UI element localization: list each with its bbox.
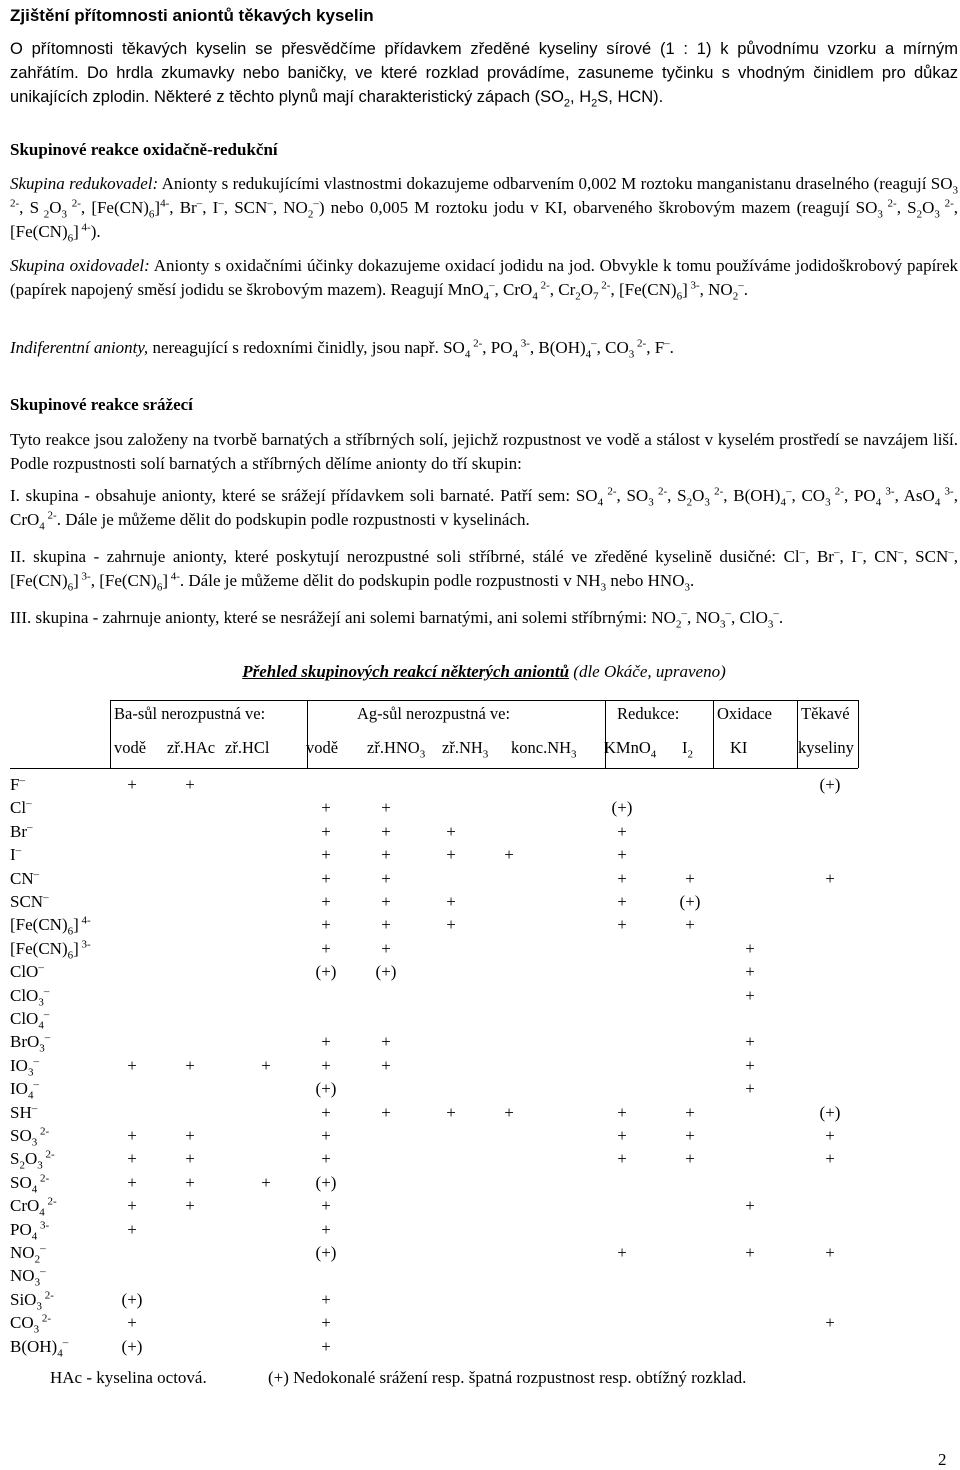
table-row-anion: I– (10, 844, 22, 864)
paragraph-group-3: III. skupina - zahrnuje anionty, které se nesrážejí ani solemi barnatými, ani solemi stříbrnými: $NO_2^-$, $NO_3^-$, ClO$_3$–. (10, 607, 784, 631)
table-row-anion: $IO_4^-$ (10, 1078, 39, 1102)
table-cell: + (617, 915, 627, 934)
table-cell: + (185, 1126, 195, 1145)
table-cell: + (745, 939, 755, 958)
table-cell: + (185, 1149, 195, 1168)
table-row-anion: $NO_2^-$ (10, 1242, 46, 1266)
paragraph-group-2: II. skupina - zahrnuje anionty, které poskytují nerozpustné soli stříbrné, stálé ve zředěné kyselině dusičné: Cl–, Br–, I–, CN–, SCN–, $[Fe(CN)_6]$ $^{3-}$, $[Fe(CN)_6]$ $^{4-}$. Dále je můžeme dělit do podskupin podle rozpustnosti v $NH_3$ nebo $HNO_3$. (10, 546, 958, 594)
section-heading-volatile-acids: Zjištění přítomnosti aniontů těkavých kyselin (10, 6, 374, 25)
table-row-anion: SiO$_3$ $^{2-}$ (10, 1289, 54, 1313)
table-cell: + (446, 845, 456, 864)
table-sub-header: zř.HCl (225, 738, 270, 757)
table-cell: (+) (375, 962, 397, 981)
table-group-header: Ba-sůl nerozpustná ve: (114, 704, 266, 723)
table-row-anion: CN– (10, 868, 40, 888)
label-oxidizing-agents: Skupina oxidovadel: (10, 256, 150, 275)
table-sub-header: kyseliny (798, 738, 854, 757)
table-header-rule (10, 768, 858, 769)
table-cell: + (127, 1173, 137, 1192)
table-cell: + (617, 869, 627, 888)
table-cell: + (321, 1196, 331, 1215)
section-heading-redox: Skupinové reakce oxidačně-redukční (10, 140, 278, 159)
paragraph-reducing-agents: Skupina redukovadel: Anionty s redukujícími vlastnostmi dokazujeme odbarvením 0,002 M roztoku manganistanu draselného (reagují $SO_3$ $^{2-}$, S $_2O_3$ $^{2-}$, $[Fe(CN)_6]^{4-}$, Br–, I–, SCN–, $NO_2^-$) nebo 0,005 M roztoku jodu v KI, obarveného škrobovým mazem (reagují $SO_3$ $^{2-}$, $S_2O_3$ $^{2-}$, $[Fe(CN)_6]$ $^{4-}$). (10, 174, 959, 245)
table-title (10, 662, 958, 682)
section-heading-precipitation: Skupinové reakce srážecí (10, 395, 193, 414)
paragraph-oxidizing-agents: Skupina oxidovadel: Anionty s oxidačními účinky dokazujeme oxidací jodidu na jod. Obvykle k tomu používáme jodidoškrobový papírek (papírek napojený směsí jodidu se škrobovým mazem). Reagují MnO$_4$–, CrO$_4$ $^{2-}$, $Cr_2O_7$ $^{2-}$, $[Fe(CN)_6]$ $^{3-}$, $NO_2^-$. (10, 256, 958, 303)
table-cell: + (261, 1056, 271, 1075)
table-row-anion: ClO$_4$– (10, 1008, 50, 1032)
table-cell: (+) (611, 798, 633, 817)
table-cell: + (825, 1149, 835, 1168)
table-cell: + (321, 1290, 331, 1309)
table-row-anion: SH– (10, 1102, 38, 1122)
table-cell: + (127, 1220, 137, 1239)
table-row-anion: ClO$_3$– (10, 985, 50, 1009)
table-sub-header: vodě (306, 738, 339, 757)
table-cell: + (446, 1103, 456, 1122)
table-cell: + (321, 915, 331, 934)
table-sub-header: $konc.NH_3$ (511, 738, 577, 761)
table-cell: + (127, 1313, 137, 1332)
label-reducing-agents: Skupina redukovadel: (10, 174, 159, 193)
table-cell: + (321, 869, 331, 888)
paragraph-volatile-acids: O přítomnosti těkavých kyselin se přesvědčíme přídavkem zředěné kyseliny sírové (1 : 1) k původnímu vzorku a mírným zahřátím. Do hrdla zkumavky nebo baničky, ve které rozklad provádíme, zasuneme tyčinku s vhodným činidlem pro důkaz unikajících zplodin. Některé z těchto plynů mají charakteristický zápach ($SO_2$, $H_2S$, HCN). (10, 40, 958, 110)
table-row-anion: $S_2O_3$ $^{2-}$ (10, 1148, 55, 1172)
table-top-rule (110, 700, 858, 701)
table-row-anion: Br– (10, 821, 33, 841)
table-cell: + (745, 1079, 755, 1098)
table-cell: + (321, 939, 331, 958)
table-cell: + (127, 1056, 137, 1075)
table-group-header: Oxidace (717, 704, 772, 723)
table-cell: + (185, 1196, 195, 1215)
table-cell: + (321, 798, 331, 817)
table-row-anion: $[Fe(CN)_6]$ $^{3-}$ (10, 938, 91, 962)
footnote-hac: HAc - kyselina octová. (50, 1368, 207, 1387)
table-cell: (+) (315, 1173, 337, 1192)
table-cell: + (446, 822, 456, 841)
table-cell: + (446, 915, 456, 934)
table-cell: + (825, 1313, 835, 1332)
table-cell: + (321, 1313, 331, 1332)
table-cell: (+) (315, 962, 337, 981)
table-cell: + (321, 1056, 331, 1075)
table-column-rule (713, 700, 714, 768)
table-cell: + (685, 1103, 695, 1122)
table-cell: + (127, 1196, 137, 1215)
table-cell: + (381, 869, 391, 888)
table-cell: (+) (315, 1243, 337, 1262)
table-row-anion: Cl– (10, 797, 32, 817)
table-sub-header: zř.HAc (167, 738, 216, 757)
table-title-rest: (dle Okáče, upraveno) (569, 662, 726, 681)
table-group-header: Těkavé (801, 704, 850, 723)
table-cell: + (617, 892, 627, 911)
table-sub-header: vodě (114, 738, 147, 757)
table-cell: (+) (819, 775, 841, 794)
table-sub-header: KI (730, 738, 748, 757)
table-cell: + (617, 1243, 627, 1262)
table-column-rule (110, 700, 111, 768)
table-cell: + (685, 1126, 695, 1145)
table-cell: + (617, 845, 627, 864)
table-cell: + (617, 1149, 627, 1168)
table-cell: + (685, 869, 695, 888)
table-sub-header: $I_2$ (682, 738, 693, 761)
table-row-anion: CrO$_4$ $^{2-}$ (10, 1195, 57, 1219)
table-column-rule (858, 700, 859, 768)
table-row-anion: $CO_3$ $^{2-}$ (10, 1312, 52, 1336)
table-cell: + (745, 1196, 755, 1215)
table-cell: + (381, 915, 391, 934)
table-group-header: Ag-sůl nerozpustná ve: (357, 704, 511, 723)
table-cell: + (745, 1032, 755, 1051)
paragraph-group-1: I. skupina - obsahuje anionty, které se srážejí přídavkem soli barnaté. Patří sem: $SO_4$ $^{2-}$, $SO_3$ $^{2-}$, $S_2O_3$ $^{2-}$, $B(OH)_4^-$, $CO_3$ $^{2-}$, $PO_4$ $^{3-}$, AsO$_4$ $^{3-}$, CrO$_4$ $^{2-}$. Dále je můžeme dělit do podskupin podle rozpustnosti v kyselinách. (10, 485, 958, 533)
table-cell: + (321, 845, 331, 864)
table-row-anion: $NO_3^-$ (10, 1265, 46, 1289)
table-cell: + (617, 822, 627, 841)
label-indifferent: Indiferentní anionty, (10, 338, 149, 357)
page-number: 2 (938, 1450, 947, 1469)
table-cell: + (685, 915, 695, 934)
table-cell: + (321, 822, 331, 841)
table-cell: (+) (121, 1337, 143, 1356)
paragraph-precipitation-intro: Tyto reakce jsou založeny na tvorbě barnatých a stříbrných solí, jejichž rozpustnost ve vodě a stálost v kyselém prostředí se navzájem liší. Podle rozpustnosti solí barnatých a stříbrných dělíme anionty do tří skupin: (10, 430, 958, 473)
table-row-anion: $SO_4$ $^{2-}$ (10, 1172, 50, 1196)
table-cell: + (321, 1220, 331, 1239)
table-row-anion: $B(OH)_4^-$ (10, 1336, 69, 1360)
table-cell: + (381, 1103, 391, 1122)
table-cell: + (321, 1337, 331, 1356)
table-row-anion: BrO$_3$– (10, 1031, 51, 1055)
paragraph-indifferent-anions: Indiferentní anionty, nereagující s redoxními činidly, jsou např. $SO_4$ $^{2-}$, $PO_4$ $^{3-}$, $B(OH)_4^-$, $CO_3$ $^{2-}$, F–. (10, 337, 674, 361)
table-cell: + (381, 798, 391, 817)
table-cell: + (321, 1032, 331, 1051)
table-row-anion: $[Fe(CN)_6]$ $^{4-}$ (10, 914, 91, 938)
table-title-bold: Přehled skupinových reakcí některých aniontů (242, 662, 570, 681)
table-cell: + (617, 1126, 627, 1145)
table-cell: + (617, 1103, 627, 1122)
table-cell: + (446, 892, 456, 911)
table-cell: (+) (819, 1103, 841, 1122)
table-cell: + (321, 1149, 331, 1168)
table-cell: + (504, 1103, 514, 1122)
table-row-anion: $SO_3$ $^{2-}$ (10, 1125, 50, 1149)
footnote-plus: (+) Nedokonalé srážení resp. špatná rozpustnost resp. obtížný rozklad. (268, 1368, 747, 1387)
table-cell: + (745, 1056, 755, 1075)
table-cell: + (321, 1126, 331, 1145)
table-cell: + (127, 1149, 137, 1168)
table-sub-header: $zř.HNO_3$ (367, 738, 426, 761)
table-cell: + (381, 939, 391, 958)
table-cell: + (504, 845, 514, 864)
table-cell: (+) (315, 1079, 337, 1098)
table-row-anion: SCN– (10, 891, 49, 911)
table-cell: + (185, 1173, 195, 1192)
table-cell: + (685, 1149, 695, 1168)
table-cell: + (381, 845, 391, 864)
table-cell: + (825, 1126, 835, 1145)
table-cell: + (185, 1056, 195, 1075)
table-sub-header: $zř.NH_3$ (442, 738, 489, 761)
table-row-anion: $PO_4$ $^{3-}$ (10, 1219, 50, 1243)
table-cell: + (127, 1126, 137, 1145)
table-row-anion: $IO_3^-$ (10, 1055, 39, 1079)
table-cell: + (185, 775, 195, 794)
table-cell: + (825, 869, 835, 888)
table-cell: + (381, 1032, 391, 1051)
table-cell: + (745, 1243, 755, 1262)
table-cell: (+) (679, 892, 701, 911)
table-cell: + (745, 986, 755, 1005)
table-cell: + (381, 892, 391, 911)
table-cell: + (261, 1173, 271, 1192)
table-sub-header: KMnO$_4$ (604, 738, 657, 761)
table-cell: + (745, 962, 755, 981)
table-cell: + (127, 775, 137, 794)
table-cell: (+) (121, 1290, 143, 1309)
table-row-anion: F– (10, 774, 25, 794)
table-group-header: Redukce: (617, 704, 680, 723)
table-cell: + (321, 892, 331, 911)
table-cell: + (321, 1103, 331, 1122)
table-row-anion: ClO– (10, 961, 44, 981)
table-cell: + (381, 1056, 391, 1075)
table-cell: + (381, 822, 391, 841)
table-cell: + (825, 1243, 835, 1262)
